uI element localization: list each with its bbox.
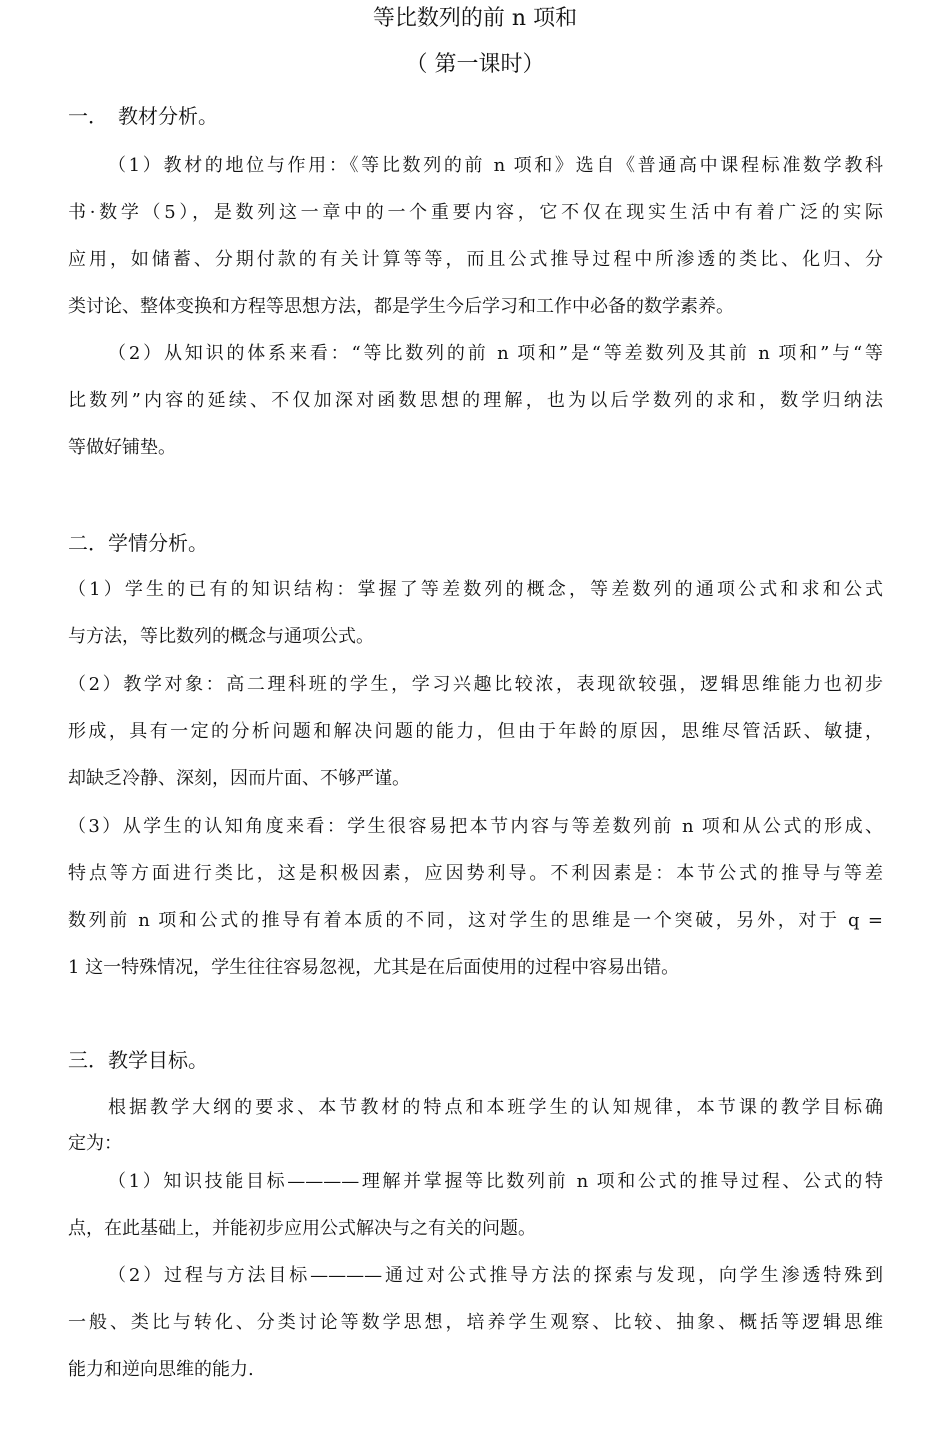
paragraph-line: 书·数学（5），是数列这一章中的一个重要内容，它不仅在现实生活中有着广泛的实际 [68,202,883,223]
paragraph-line: （2）从知识的体系来看：“等比数列的前 n 项和”是“等差数列及其前 n 项和”与“等 [108,343,883,364]
section-heading-textbook-analysis: 一． 教材分析。 [68,104,218,128]
paragraph-line: 特点等方面进行类比，这是积极因素，应因势利导。不利因素是：本节公式的推导与等差 [68,863,883,884]
section-heading-teaching-goals: 三．教学目标。 [68,1048,208,1072]
paragraph-line: 数列前 n 项和公式的推导有着本质的不同，这对学生的思维是一个突破，另外，对于 q = [68,910,883,931]
paragraph-line: （2）教学对象：高二理科班的学生，学习兴趣比较浓，表现欲较强，逻辑思维能力也初步 [68,674,883,695]
paragraph-line: （2）过程与方法目标————通过对公式推导方法的探索与发现，向学生渗透特殊到 [108,1265,883,1286]
paragraph-line: 点，在此基础上，并能初步应用公式解决与之有关的问题。 [68,1218,536,1239]
paragraph-line: 与方法，等比数列的概念与通项公式。 [68,626,374,647]
paragraph-line: 1 这一特殊情况，学生往往容易忽视，尤其是在后面使用的过程中容易出错。 [68,957,680,978]
paragraph-line: 根据教学大纲的要求、本节教材的特点和本班学生的认知规律，本节课的教学目标确 [108,1097,883,1118]
paragraph-line: 定为： [68,1133,122,1154]
paragraph-line: （3）从学生的认知角度来看：学生很容易把本节内容与等差数列前 n 项和从公式的形成、 [68,816,883,837]
paragraph-line: 应用，如储蓄、分期付款的有关计算等等，而且公式推导过程中所渗透的类比、化归、分 [68,249,883,270]
document-subtitle: （ 第一课时） [405,52,545,77]
paragraph-line: （1）学生的已有的知识结构：掌握了等差数列的概念，等差数列的通项公式和求和公式 [68,579,883,600]
paragraph-line: 能力和逆向思维的能力. [68,1359,254,1380]
paragraph-line: 等做好铺垫。 [68,437,176,458]
paragraph-line: （1）教材的地位与作用：《等比数列的前 n 项和》选自《普通高中课程标准数学教科 [108,155,883,176]
paragraph-line: 类讨论、整体变换和方程等思想方法，都是学生今后学习和工作中必备的数学素养。 [68,296,734,317]
paragraph-line: 一般、类比与转化、分类讨论等数学思想，培养学生观察、比较、抽象、概括等逻辑思维 [68,1312,883,1333]
paragraph-line: （1）知识技能目标————理解并掌握等比数列前 n 项和公式的推导过程、公式的特 [108,1171,883,1192]
document-title: 等比数列的前 n 项和 [372,6,578,31]
paragraph-line: 形成，具有一定的分析问题和解决问题的能力，但由于年龄的原因，思维尽管活跃、敏捷， [68,721,883,742]
paragraph-line: 却缺乏冷静、深刻，因而片面、不够严谨。 [68,768,410,789]
paragraph-line: 比数列”内容的延续、不仅加深对函数思想的理解，也为以后学数列的求和，数学归纳法 [68,390,883,411]
section-heading-learner-analysis: 二．学情分析。 [68,531,208,555]
